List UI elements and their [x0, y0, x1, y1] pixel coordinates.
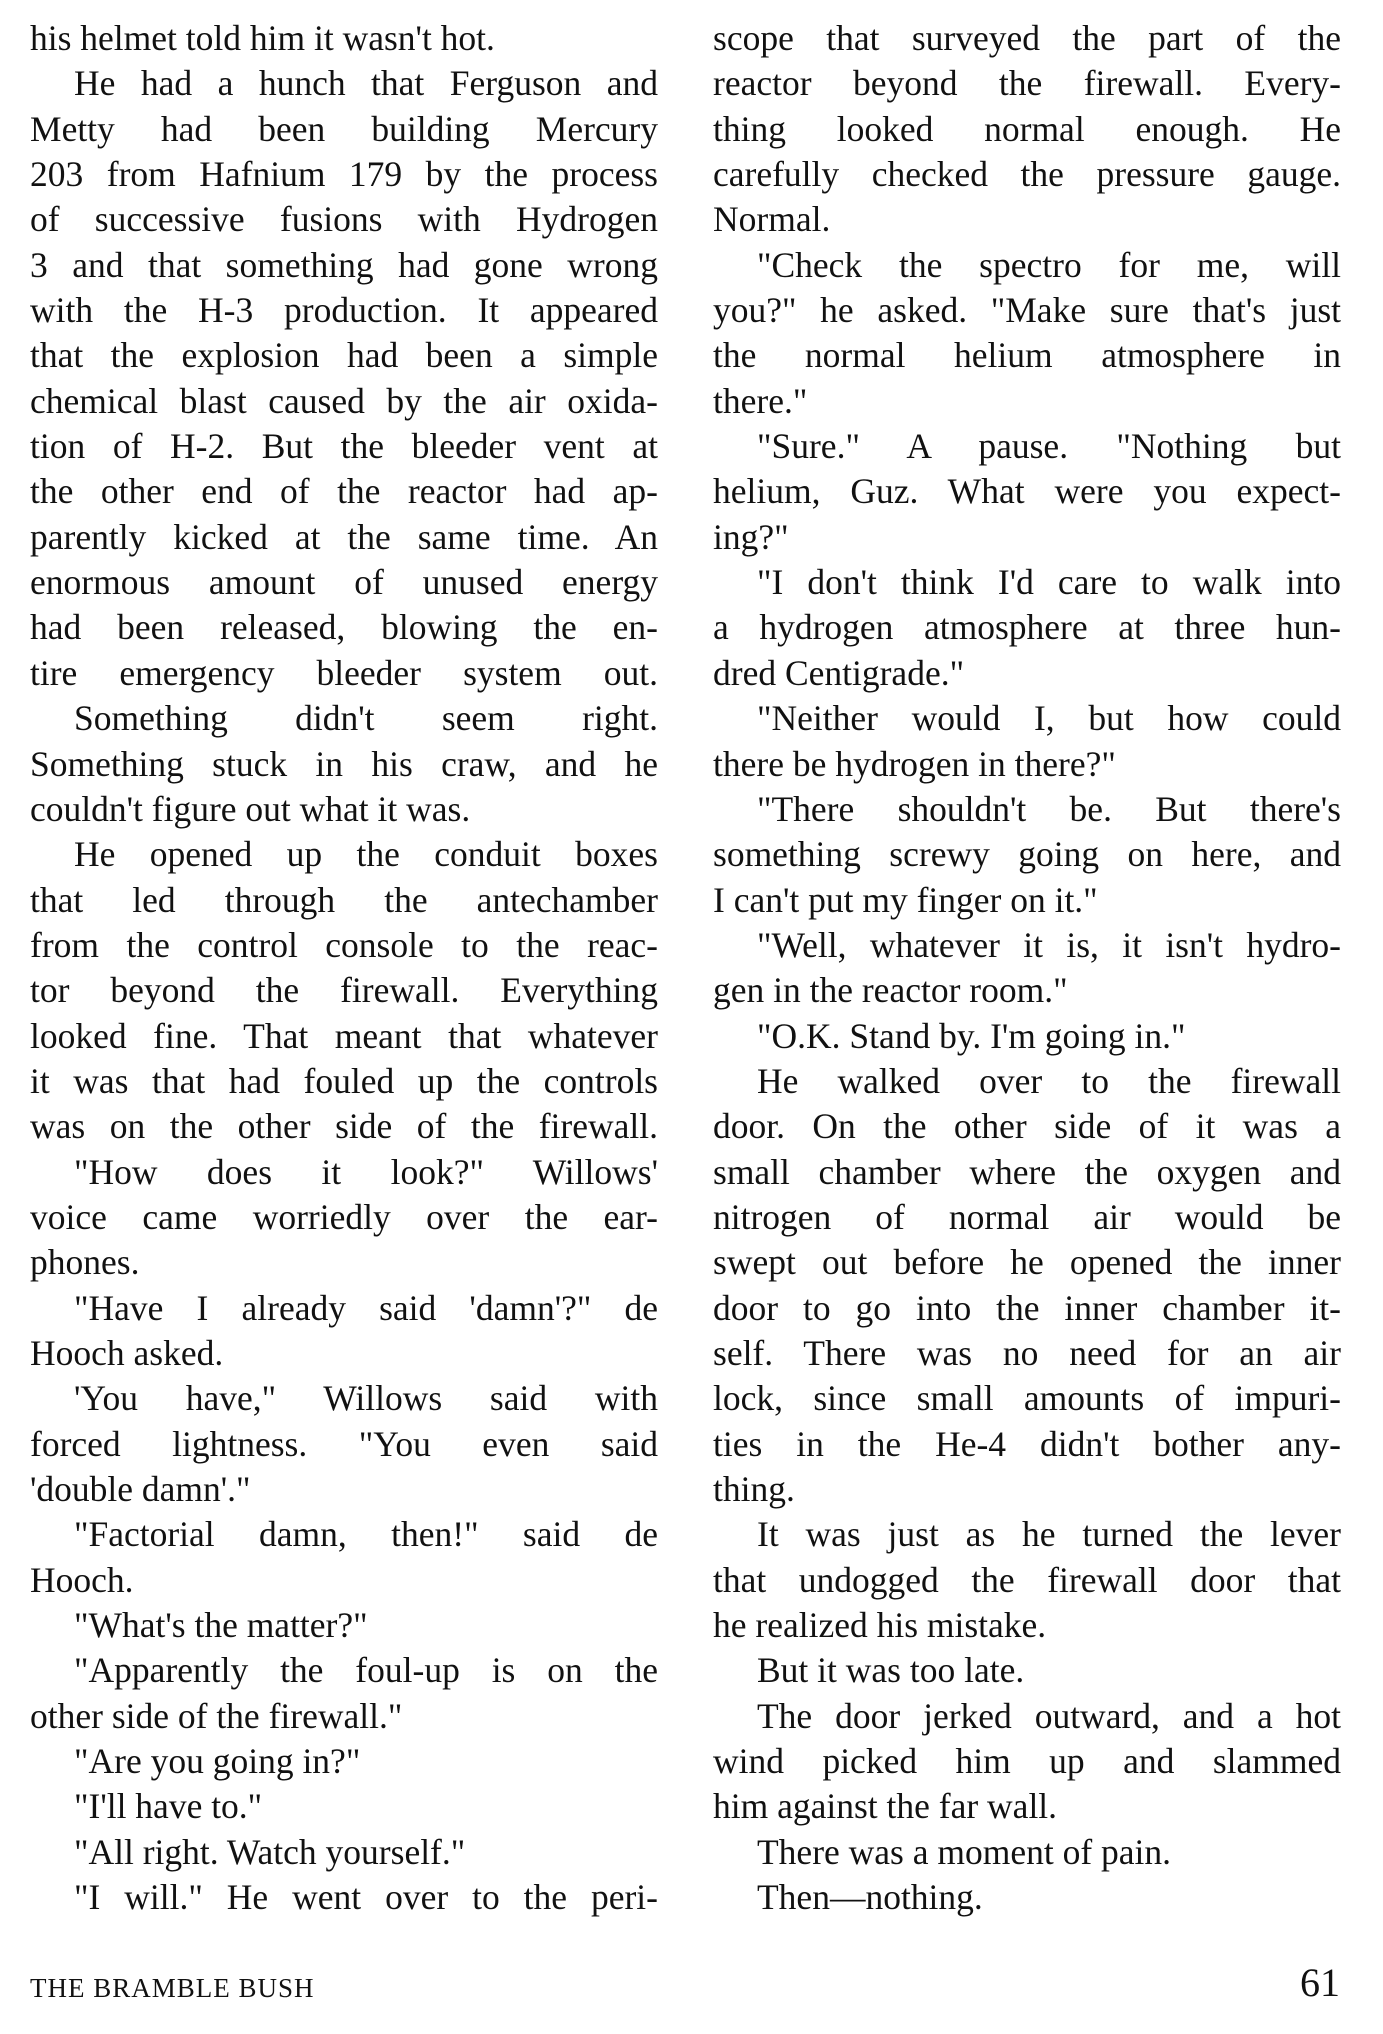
- text-line: door to go into the inner chamber it-: [713, 1287, 1341, 1328]
- text-line: Normal.: [713, 199, 831, 240]
- text-line: "Factorial damn, then!" said de: [74, 1514, 658, 1555]
- text-line: "Are you going in?": [74, 1741, 361, 1782]
- text-line: helium, Guz. What were you expect-: [713, 471, 1341, 512]
- text-line: He walked over to the firewall: [757, 1060, 1341, 1101]
- text-line: forced lightness. "You even said: [30, 1423, 658, 1464]
- text-line: He opened up the conduit boxes: [74, 834, 658, 875]
- text-line: that led through the antechamber: [30, 879, 658, 920]
- running-footer-title: THE BRAMBLE BUSH: [30, 1973, 315, 2003]
- text-line: chemical blast caused by the air oxida-: [30, 380, 658, 421]
- text-line: reactor beyond the firewall. Every-: [713, 63, 1341, 104]
- text-line: there.": [713, 380, 808, 421]
- left-column: [30, 16, 658, 1920]
- text-line: Metty had been building Mercury: [30, 108, 658, 149]
- text-line: a hydrogen atmosphere at three hun-: [713, 607, 1341, 648]
- text-line: looked fine. That meant that whatever: [30, 1015, 658, 1056]
- text-line: door. On the other side of it was a: [713, 1106, 1341, 1147]
- text-line: 3 and that something had gone wrong: [30, 244, 658, 285]
- text-line: ties in the He-4 didn't bother any-: [713, 1423, 1341, 1464]
- text-line: other side of the firewall.": [30, 1695, 403, 1736]
- text-line: Then—nothing.: [757, 1877, 983, 1918]
- text-line: from the control console to the reac-: [30, 924, 658, 965]
- text-line: He had a hunch that Ferguson and: [74, 63, 658, 104]
- text-line: it was that had fouled up the controls: [30, 1060, 658, 1101]
- text-line: tire emergency bleeder system out.: [30, 652, 658, 693]
- right-column: [713, 16, 1341, 1920]
- text-line: "Check the spectro for me, will: [757, 244, 1341, 285]
- text-line: "I don't think I'd care to walk into: [757, 562, 1341, 603]
- text-line: the normal helium atmosphere in: [713, 335, 1341, 376]
- text-line: 'double damn'.": [30, 1469, 251, 1509]
- text-line: of successive fusions with Hydrogen: [30, 199, 658, 240]
- text-line: 'You have," Willows said with: [74, 1378, 658, 1419]
- text-line: ing?": [713, 516, 789, 557]
- text-line: swept out before he opened the inner: [713, 1242, 1341, 1283]
- text-line: "What's the matter?": [74, 1605, 368, 1646]
- text-line: nitrogen of normal air would be: [713, 1196, 1341, 1237]
- text-line: gen in the reactor room.": [713, 970, 1068, 1011]
- text-line: that undogged the firewall door that: [713, 1559, 1341, 1600]
- text-line: Something stuck in his craw, and he: [30, 743, 658, 784]
- text-line: something screwy going on here, and: [713, 834, 1341, 875]
- text-line: wind picked him up and slammed: [713, 1741, 1341, 1782]
- text-line: him against the far wall.: [713, 1786, 1058, 1827]
- text-line: Hooch asked.: [30, 1332, 224, 1373]
- text-line: 203 from Hafnium 179 by the process: [30, 154, 658, 195]
- text-line: with the H-3 production. It appeared: [30, 290, 658, 331]
- text-line: tor beyond the firewall. Everything: [30, 970, 658, 1011]
- text-line: phones.: [30, 1242, 140, 1283]
- text-line: lock, since small amounts of impuri-: [713, 1378, 1341, 1419]
- text-line: "There shouldn't be. But there's: [757, 788, 1341, 829]
- text-line: "I'll have to.": [74, 1786, 263, 1827]
- page-number: 61: [1300, 1960, 1340, 2005]
- text-line: scope that surveyed the part of the: [713, 18, 1341, 58]
- text-line: "All right. Watch yourself.": [74, 1831, 466, 1872]
- text-line: I can't put my finger on it.": [713, 879, 1098, 920]
- text-line: "Neither would I, but how could: [757, 698, 1341, 739]
- text-line: Hooch.: [30, 1559, 134, 1600]
- text-line: It was just as he turned the lever: [757, 1514, 1341, 1555]
- text-line: had been released, blowing the en-: [30, 607, 658, 648]
- text-line: "How does it look?" Willows': [74, 1151, 658, 1192]
- text-line: parently kicked at the same time. An: [30, 516, 658, 557]
- text-line: couldn't figure out what it was.: [30, 788, 471, 829]
- text-line: "Have I already said 'damn'?" de: [74, 1287, 658, 1328]
- text-line: dred Centigrade.": [713, 652, 965, 693]
- text-line: But it was too late.: [757, 1650, 1025, 1691]
- text-line: "O.K. Stand by. I'm going in.": [757, 1015, 1186, 1056]
- text-line: there be hydrogen in there?": [713, 743, 1116, 784]
- text-line: "I will." He went over to the peri-: [74, 1877, 658, 1918]
- text-line: voice came worriedly over the ear-: [30, 1196, 658, 1237]
- text-line: Something didn't seem right.: [74, 698, 658, 739]
- text-line: thing looked normal enough. He: [713, 108, 1341, 149]
- text-line: tion of H-2. But the bleeder vent at: [30, 426, 658, 467]
- text-line: he realized his mistake.: [713, 1605, 1047, 1646]
- text-line: "Well, whatever it is, it isn't hydro-: [757, 924, 1341, 965]
- text-line: thing.: [713, 1469, 795, 1509]
- text-line: enormous amount of unused energy: [30, 562, 658, 603]
- text-line: "Apparently the foul-up is on the: [74, 1650, 658, 1691]
- text-line: was on the other side of the firewall.: [30, 1106, 658, 1147]
- text-line: you?" he asked. "Make sure that's just: [713, 290, 1341, 331]
- text-line: that the explosion had been a simple: [30, 335, 658, 376]
- text-line: self. There was no need for an air: [713, 1332, 1341, 1373]
- text-line: the other end of the reactor had ap-: [30, 471, 658, 512]
- text-line: "Sure." A pause. "Nothing but: [757, 426, 1341, 467]
- text-line: The door jerked outward, and a hot: [757, 1695, 1341, 1736]
- text-line: small chamber where the oxygen and: [713, 1151, 1341, 1192]
- text-line: carefully checked the pressure gauge.: [713, 154, 1341, 195]
- text-line: There was a moment of pain.: [757, 1831, 1172, 1872]
- text-line: his helmet told him it wasn't hot.: [30, 18, 495, 58]
